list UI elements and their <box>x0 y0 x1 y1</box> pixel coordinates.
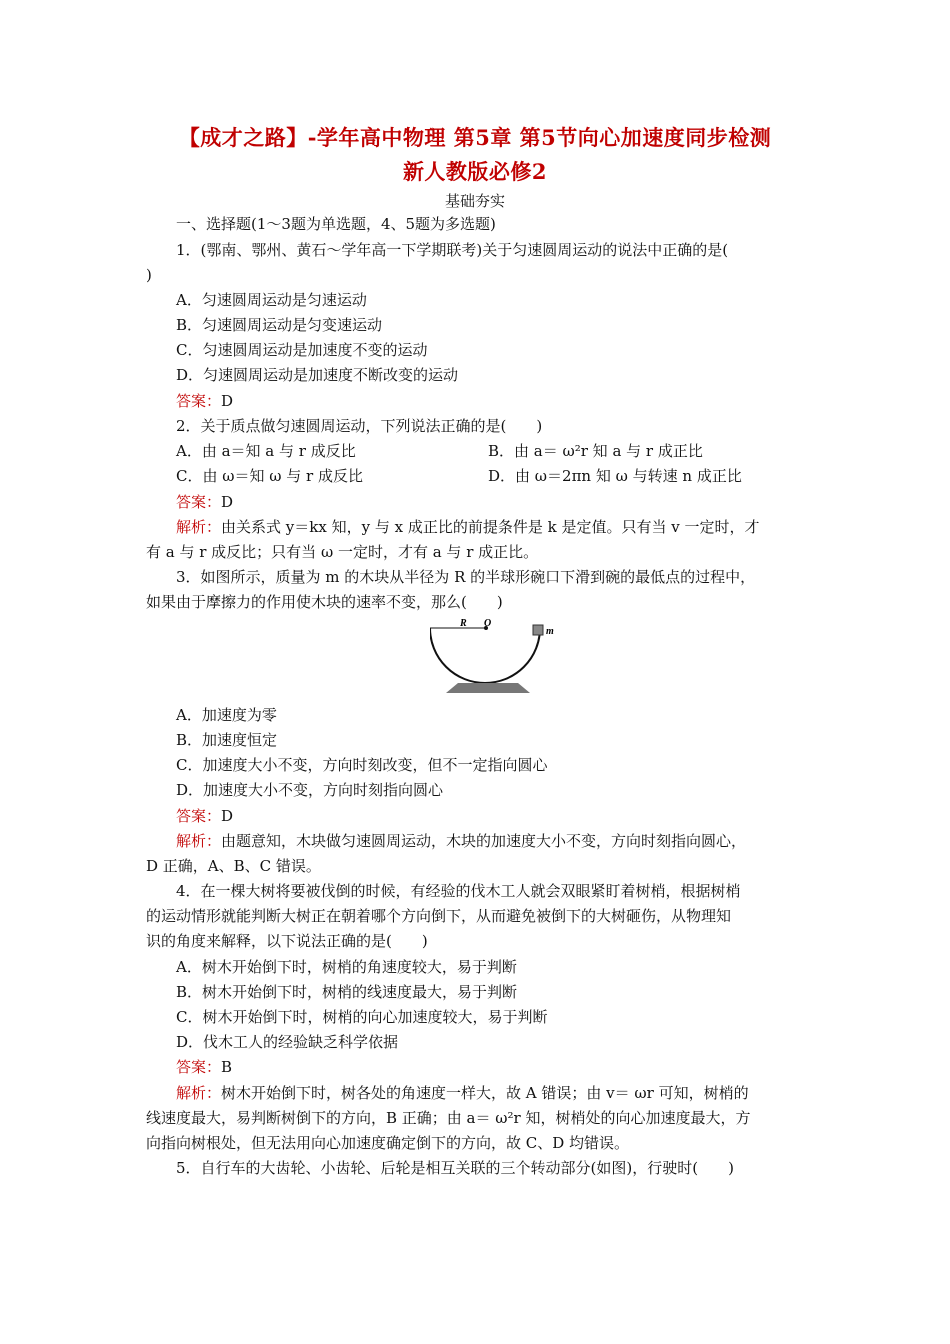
q2-explain-line1 <box>176 517 759 537</box>
q3-option-a: A．加速度为零 <box>176 706 277 724</box>
q3-explain-line2: D 正确，A、B、C 错误。 <box>146 857 321 875</box>
doc-title-line2: 新人教版必修2 <box>402 159 548 184</box>
q4-stem-line2: 的运动情形就能判断大树正在朝着哪个方向倒下，从而避免被倒下的大树砸伤，从物理知 <box>146 907 732 925</box>
q4-stem-line1: 4．在一棵大树将要被伐倒的时候，有经验的伐木工人就会双眼紧盯着树梢，根据树梢 <box>176 882 741 900</box>
q1-option-c: C．匀速圆周运动是加速度不变的运动 <box>176 341 428 359</box>
bowl-arc <box>430 628 540 683</box>
q1-answer-value: D <box>221 392 234 410</box>
q4-explain-line1 <box>176 1083 749 1103</box>
explain-label: 解析： <box>176 1084 222 1102</box>
explain-label: 解析： <box>176 832 222 850</box>
q2-stem: 2．关于质点做匀速圆周运动，下列说法正确的是( ) <box>176 417 543 435</box>
section-heading: 基础夯实 <box>444 192 505 210</box>
label-O: O <box>484 618 492 629</box>
q4-answer-value: B <box>221 1058 233 1076</box>
q4-explain-line2: 线速度最大，易判断树倒下的方向，B 正确；由 a＝ ω²r 知，树梢处的向心加速度最大，方 <box>146 1109 751 1127</box>
q2-answer <box>176 492 233 512</box>
q4-stem-line3: 识的角度来解释，以下说法正确的是( ) <box>146 932 428 950</box>
answer-label: 答案： <box>176 807 222 825</box>
q4-option-d: D．伐木工人的经验缺乏科学依据 <box>176 1033 399 1051</box>
answer-label: 答案： <box>176 1058 222 1076</box>
q2-explain-line2: 有 a 与 r 成反比；只有当 ω 一定时，才有 a 与 r 成正比。 <box>146 543 539 561</box>
q1-stem-line2: ) <box>146 266 152 284</box>
q1-answer <box>176 391 233 411</box>
q3-option-d: D．加速度大小不变，方向时刻指向圆心 <box>176 781 444 799</box>
answer-label: 答案： <box>176 392 222 410</box>
q3-option-b: B．加速度恒定 <box>176 731 278 749</box>
q5-stem: 5．自行车的大齿轮、小齿轮、后轮是相互关联的三个转动部分(如图)，行驶时( ) <box>176 1159 734 1177</box>
q3-answer <box>176 806 233 826</box>
q4-option-a: A．树木开始倒下时，树梢的角速度较大，易于判断 <box>176 958 517 976</box>
q4-explain-line3: 向指向树根处，但无法用向心加速度确定倒下的方向，故 C、D 均错误。 <box>146 1134 630 1152</box>
q4-option-c: C．树木开始倒下时，树梢的向心加速度较大，易于判断 <box>176 1008 548 1026</box>
q4-answer <box>176 1057 232 1077</box>
part-heading: 一、选择题(1～3题为单选题，4、5题为多选题) <box>176 215 496 233</box>
doc-title-line1: 【成才之路】-学年高中物理 第5章 第5节向心加速度同步检测 <box>178 125 772 150</box>
q3-option-c: C．加速度大小不变，方向时刻改变，但不一定指向圆心 <box>176 756 548 774</box>
q1-option-a: A．匀速圆周运动是匀速运动 <box>176 291 367 309</box>
q1-option-b: B．匀速圆周运动是匀变速运动 <box>176 316 383 334</box>
q4-explain-text1: 树木开始倒下时，树各处的角速度一样大，故 A 错误；由 v＝ ωr 可知，树梢的 <box>221 1084 749 1102</box>
explain-label: 解析： <box>176 518 222 536</box>
q2-option-c: C．由 ω＝知 ω 与 r 成反比 <box>176 467 363 485</box>
answer-label: 答案： <box>176 493 222 511</box>
bowl-figure <box>430 617 560 699</box>
label-R: R <box>460 618 467 629</box>
bowl-stand <box>446 683 530 693</box>
q1-option-d: D．匀速圆周运动是加速度不断改变的运动 <box>176 366 459 384</box>
q3-answer-value: D <box>221 807 234 825</box>
q3-stem-line1: 3．如图所示，质量为 m 的木块从半径为 R 的半球形碗口下滑到碗的最低点的过程中， <box>176 568 756 586</box>
q3-explain-line1 <box>176 831 746 851</box>
q3-stem-line2: 如果由于摩擦力的作用使木块的速率不变，那么( ) <box>146 593 503 611</box>
block-m <box>533 625 543 635</box>
q2-option-a: A．由 a＝知 a 与 r 成反比 <box>176 442 356 460</box>
label-m: m <box>546 626 554 637</box>
q2-option-d: D．由 ω＝2πn 知 ω 与转速 n 成正比 <box>488 467 742 485</box>
q2-answer-value: D <box>221 493 234 511</box>
q3-explain-text1: 由题意知，木块做匀速圆周运动，木块的加速度大小不变，方向时刻指向圆心， <box>221 832 747 850</box>
q2-option-b: B．由 a＝ ω²r 知 a 与 r 成正比 <box>488 442 703 460</box>
q4-option-b: B．树木开始倒下时，树梢的线速度最大，易于判断 <box>176 983 518 1001</box>
q1-stem-line1: 1．(鄂南、鄂州、黄石～学年高一下学期联考)关于匀速圆周运动的说法中正确的是( <box>176 241 729 259</box>
q2-explain-text1: 由关系式 y＝kx 知，y 与 x 成正比的前提条件是 k 是定值。只有当 v 一定时，才 <box>221 518 760 536</box>
